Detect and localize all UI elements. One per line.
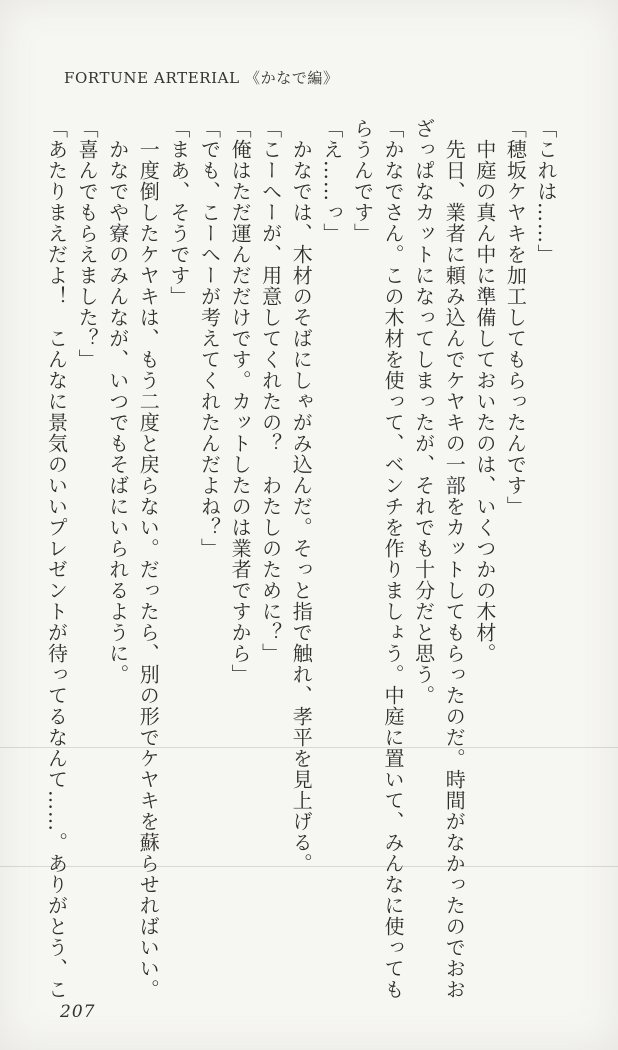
text-columns xyxy=(39,118,561,1018)
scan-crease-line xyxy=(0,866,618,867)
text-column: 「でも、こーへーが考えてくれたんだよね？」 xyxy=(197,118,222,559)
text-column: 「こーへーが、用意してくれたの？ わたしのために？」 xyxy=(258,118,283,664)
text-column: ざっぱなカットになってしまったが、それでも十分だと思う。 xyxy=(411,118,436,706)
text-column: 「俺はただ運んだだけです。カットしたのは業者ですから」 xyxy=(228,118,253,685)
text-column: 「喜んでもらえました？」 xyxy=(75,118,100,370)
text-column: 「穂坂ケヤキを加工してもらったんです」 xyxy=(503,118,528,517)
text-column: かなでや寮のみんなが、いつでもそばにいられるように。 xyxy=(105,139,130,685)
text-column: らうんです」 xyxy=(350,118,375,244)
text-column: かなでは、木材のそばにしゃがみ込んだ。そっと指で触れ、孝平を見上げる。 xyxy=(289,139,314,874)
text-column: 「かなでさん。この木材を使って、ベンチを作りましょう。中庭に置いて、みんなに使っても xyxy=(381,118,406,1000)
text-column: 「あたりまえだよ！ こんなに景気のいいプレゼントが待ってるなんて……。ありがとう、こ xyxy=(44,118,69,1000)
running-header: FORTUNE ARTERIAL 《かなで編》 xyxy=(64,69,339,87)
text-column: 一度倒したケヤキは、もう二度と戻らない。だったら、別の形でケヤキを蘇らせればいい。 xyxy=(136,139,161,1000)
text-column: 先日、業者に頼み込んでケヤキの一部をカットしてもらったのだ。時間がなかったのでおお xyxy=(442,139,467,1000)
page-number: 207 xyxy=(60,1002,96,1022)
text-column: 「まあ、そうです」 xyxy=(166,118,191,307)
text-column: 「え……っ」 xyxy=(319,118,344,244)
scan-crease-line xyxy=(0,747,618,748)
text-column: 「これは……」 xyxy=(534,118,558,265)
text-column: 中庭の真ん中に準備しておいたのは、いくつかの木材。 xyxy=(472,139,497,664)
